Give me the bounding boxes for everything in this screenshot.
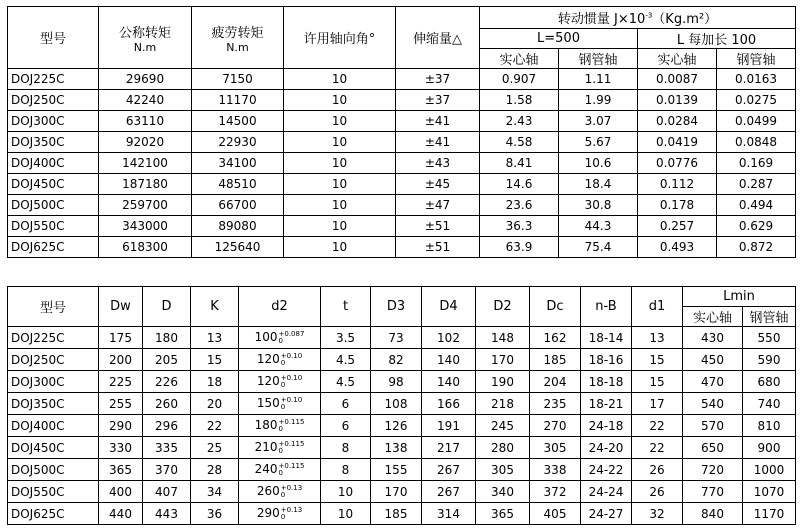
table-cell: DOJ550C (8, 216, 99, 237)
table-row (8, 415, 796, 437)
table-cell: 0.0776 (638, 153, 717, 174)
d2-with-tolerance: 100 +0.087 0 (239, 327, 321, 349)
cell-d1: 32 (632, 503, 683, 525)
torque-inertia-table (7, 6, 796, 258)
d2-with-tolerance: 210 +0.115 0 (239, 437, 321, 459)
cell-d4: 191 (422, 415, 476, 437)
cell-d3: 138 (371, 437, 422, 459)
table-cell: ±51 (396, 237, 480, 258)
table-cell: 0.0139 (638, 90, 717, 111)
table-cell: 10 (284, 237, 396, 258)
cell-dw: 225 (99, 371, 143, 393)
table-cell: 0.0499 (717, 111, 796, 132)
table-row (8, 216, 796, 237)
cell-k: 20 (191, 393, 239, 415)
cell-d2b: 245 (476, 415, 530, 437)
header-k: K (191, 287, 239, 327)
cell-d3: 155 (371, 459, 422, 481)
cell-dw: 440 (99, 503, 143, 525)
header-steel-tube: 钢管轴 (559, 49, 638, 69)
table-cell: 89080 (192, 216, 284, 237)
table-cell: DOJ350C (8, 132, 99, 153)
cell-d1: 22 (632, 437, 683, 459)
table-cell: 42240 (99, 90, 192, 111)
tolerance-upper: +0.10 (280, 351, 303, 360)
cell-tube: 680 (743, 371, 796, 393)
table-cell: 125640 (192, 237, 284, 258)
header-solid-shaft: 实心轴 (638, 49, 717, 69)
cell-nb: 24-18 (581, 415, 632, 437)
d2-with-tolerance: 240 +0.115 0 (239, 459, 321, 481)
cell-k: 13 (191, 327, 239, 349)
cell-solid: 470 (683, 371, 743, 393)
cell-t: 10 (321, 503, 371, 525)
table-cell: 7150 (192, 69, 284, 90)
table-row (8, 237, 796, 258)
table-row (8, 393, 796, 415)
cell-t: 6 (321, 393, 371, 415)
tolerance-lower: 0 (278, 424, 283, 433)
cell-d3: 126 (371, 415, 422, 437)
cell-d: 407 (143, 481, 191, 503)
table-cell: ±41 (396, 132, 480, 153)
dimensions-table (7, 286, 796, 525)
cell-dc: 338 (530, 459, 581, 481)
cell-dc: 162 (530, 327, 581, 349)
tolerance-lower: 0 (280, 358, 286, 367)
table-cell: 63110 (99, 111, 192, 132)
table-cell: 0.872 (717, 237, 796, 258)
table-cell: 10 (284, 174, 396, 195)
table-row (8, 327, 796, 349)
table-cell: 0.0284 (638, 111, 717, 132)
table-cell: 0.493 (638, 237, 717, 258)
table-cell: 1.11 (559, 69, 638, 90)
cell-d4: 166 (422, 393, 476, 415)
cell-dc: 235 (530, 393, 581, 415)
cell-d3: 82 (371, 349, 422, 371)
cell-t: 4.5 (321, 371, 371, 393)
table-cell: 30.8 (559, 195, 638, 216)
cell-dw: 400 (99, 481, 143, 503)
tolerance-lower: 0 (278, 468, 283, 477)
cell-d2b: 280 (476, 437, 530, 459)
header-d1: d1 (632, 287, 683, 327)
table-cell: DOJ625C (8, 237, 99, 258)
cell-d: 296 (143, 415, 191, 437)
tolerance-upper: +0.115 (278, 417, 305, 426)
cell-dc: 204 (530, 371, 581, 393)
cell-nb: 24-20 (581, 437, 632, 459)
cell-t: 8 (321, 437, 371, 459)
cell-d: 205 (143, 349, 191, 371)
table-cell: 48510 (192, 174, 284, 195)
cell-d2b: 170 (476, 349, 530, 371)
cell-solid: 840 (683, 503, 743, 525)
table-cell: 2.43 (480, 111, 559, 132)
cell-tube: 1000 (743, 459, 796, 481)
tolerance-lower: 0 (278, 446, 283, 455)
cell-tube: 550 (743, 327, 796, 349)
cell-model: DOJ300C (8, 371, 99, 393)
cell-d2b: 340 (476, 481, 530, 503)
table-cell: ±45 (396, 174, 480, 195)
cell-d1: 26 (632, 459, 683, 481)
cell-dc: 270 (530, 415, 581, 437)
d2-with-tolerance: 120 +0.10 0 (239, 349, 321, 371)
table-cell: 1.99 (559, 90, 638, 111)
table-cell: DOJ500C (8, 195, 99, 216)
table-cell: 0.0275 (717, 90, 796, 111)
cell-dw: 200 (99, 349, 143, 371)
header-solid-shaft: 实心轴 (480, 49, 559, 69)
cell-k: 36 (191, 503, 239, 525)
cell-d1: 15 (632, 371, 683, 393)
table-cell: 0.0848 (717, 132, 796, 153)
cell-t: 6 (321, 415, 371, 437)
cell-nb: 18-16 (581, 349, 632, 371)
d2-with-tolerance: 260 +0.13 0 (239, 481, 321, 503)
table-cell: 75.4 (559, 237, 638, 258)
d2-with-tolerance: 150 +0.10 0 (239, 393, 321, 415)
table-cell: 14500 (192, 111, 284, 132)
cell-tube: 740 (743, 393, 796, 415)
d2-with-tolerance: 290 +0.13 0 (239, 503, 321, 525)
d2-with-tolerance: 180 +0.115 0 (239, 415, 321, 437)
cell-tube: 810 (743, 415, 796, 437)
table-cell: DOJ450C (8, 174, 99, 195)
table-row (8, 481, 796, 503)
cell-dc: 405 (530, 503, 581, 525)
table-cell: 0.494 (717, 195, 796, 216)
table-cell: 63.9 (480, 237, 559, 258)
table-cell: 22930 (192, 132, 284, 153)
cell-model: DOJ625C (8, 503, 99, 525)
header-d2b: D2 (476, 287, 530, 327)
cell-k: 34 (191, 481, 239, 503)
cell-d4: 140 (422, 371, 476, 393)
header-l-per100: L 每加长 100 (638, 29, 796, 49)
cell-solid: 720 (683, 459, 743, 481)
table-cell: 0.0163 (717, 69, 796, 90)
table-row (8, 174, 796, 195)
header-l500: L=500 (480, 29, 638, 49)
table-cell: 10.6 (559, 153, 638, 174)
table-cell: ±37 (396, 69, 480, 90)
table-cell: 10 (284, 90, 396, 111)
cell-nb: 24-27 (581, 503, 632, 525)
cell-solid: 450 (683, 349, 743, 371)
table-cell: 10 (284, 111, 396, 132)
cell-solid: 540 (683, 393, 743, 415)
table-cell: 10 (284, 216, 396, 237)
cell-k: 15 (191, 349, 239, 371)
cell-dw: 175 (99, 327, 143, 349)
cell-d1: 13 (632, 327, 683, 349)
table-cell: DOJ225C (8, 69, 99, 90)
cell-d4: 217 (422, 437, 476, 459)
table-cell: 1.58 (480, 90, 559, 111)
table-row (8, 459, 796, 481)
table-cell: DOJ300C (8, 111, 99, 132)
cell-dw: 330 (99, 437, 143, 459)
table-cell: 0.257 (638, 216, 717, 237)
table-cell: 10 (284, 195, 396, 216)
cell-model: DOJ250C (8, 349, 99, 371)
header-t: t (321, 287, 371, 327)
tolerance-upper: +0.13 (280, 505, 303, 514)
cell-nb: 24-24 (581, 481, 632, 503)
table-cell: 343000 (99, 216, 192, 237)
cell-d: 180 (143, 327, 191, 349)
table-cell: 0.112 (638, 174, 717, 195)
table-cell: 187180 (99, 174, 192, 195)
header-d: D (143, 287, 191, 327)
table-cell: 0.0419 (638, 132, 717, 153)
cell-d: 260 (143, 393, 191, 415)
cell-d: 335 (143, 437, 191, 459)
cell-d3: 185 (371, 503, 422, 525)
table-row (8, 195, 796, 216)
cell-solid: 430 (683, 327, 743, 349)
tolerance-lower: 0 (280, 402, 286, 411)
cell-tube: 1170 (743, 503, 796, 525)
header-steel-tube: 钢管轴 (743, 307, 796, 327)
tolerance-lower: 0 (280, 380, 286, 389)
cell-d1: 17 (632, 393, 683, 415)
table-cell: 0.287 (717, 174, 796, 195)
table-cell: DOJ250C (8, 90, 99, 111)
cell-d1: 15 (632, 349, 683, 371)
tolerance-upper: +0.115 (278, 461, 305, 470)
table-cell: 10 (284, 69, 396, 90)
table-cell: 66700 (192, 195, 284, 216)
header-lmin: Lmin (683, 287, 796, 307)
header-fatigue-torque: 疲劳转矩 N.m (192, 7, 284, 69)
table-row (8, 349, 796, 371)
d2-with-tolerance: 120 +0.10 0 (239, 371, 321, 393)
table-cell: 29690 (99, 69, 192, 90)
table-row (8, 437, 796, 459)
cell-nb: 18-14 (581, 327, 632, 349)
cell-model: DOJ500C (8, 459, 99, 481)
table-cell: ±51 (396, 216, 480, 237)
cell-tube: 590 (743, 349, 796, 371)
tolerance-lower: 0 (280, 512, 286, 521)
cell-d2b: 148 (476, 327, 530, 349)
table-cell: 44.3 (559, 216, 638, 237)
cell-d: 226 (143, 371, 191, 393)
cell-k: 28 (191, 459, 239, 481)
table-cell: 36.3 (480, 216, 559, 237)
cell-model: DOJ350C (8, 393, 99, 415)
cell-dw: 290 (99, 415, 143, 437)
header-d4: D4 (422, 287, 476, 327)
table-cell: 142100 (99, 153, 192, 174)
table-cell: 3.07 (559, 111, 638, 132)
cell-dw: 255 (99, 393, 143, 415)
cell-tube: 900 (743, 437, 796, 459)
cell-t: 4.5 (321, 349, 371, 371)
table-cell: 14.6 (480, 174, 559, 195)
header-dw: Dw (99, 287, 143, 327)
header-dc: Dc (530, 287, 581, 327)
table-cell: DOJ400C (8, 153, 99, 174)
cell-dc: 185 (530, 349, 581, 371)
table-cell: 92020 (99, 132, 192, 153)
tolerance-upper: +0.10 (280, 395, 303, 404)
cell-d1: 22 (632, 415, 683, 437)
cell-t: 3.5 (321, 327, 371, 349)
header-stretch: 伸缩量△ (396, 7, 480, 69)
tolerance-lower: 0 (280, 490, 286, 499)
table-cell: 23.6 (480, 195, 559, 216)
header-d3: D3 (371, 287, 422, 327)
table-cell: ±43 (396, 153, 480, 174)
cell-t: 8 (321, 459, 371, 481)
cell-d2b: 305 (476, 459, 530, 481)
header-model: 型号 (8, 7, 99, 69)
tolerance-upper: +0.13 (280, 483, 303, 492)
cell-k: 18 (191, 371, 239, 393)
cell-d: 443 (143, 503, 191, 525)
cell-d2b: 190 (476, 371, 530, 393)
cell-d3: 73 (371, 327, 422, 349)
cell-solid: 650 (683, 437, 743, 459)
cell-k: 25 (191, 437, 239, 459)
table-cell: 11170 (192, 90, 284, 111)
table-cell: 0.907 (480, 69, 559, 90)
table-cell: 10 (284, 153, 396, 174)
tolerance-upper: +0.10 (280, 373, 303, 382)
table-cell: 4.58 (480, 132, 559, 153)
cell-d: 370 (143, 459, 191, 481)
cell-d1: 26 (632, 481, 683, 503)
table-cell: 34100 (192, 153, 284, 174)
cell-model: DOJ550C (8, 481, 99, 503)
cell-model: DOJ400C (8, 415, 99, 437)
table-row (8, 69, 796, 90)
cell-d3: 170 (371, 481, 422, 503)
table-cell: ±37 (396, 90, 480, 111)
header-nb: n-B (581, 287, 632, 327)
cell-d4: 314 (422, 503, 476, 525)
table-cell: 0.629 (717, 216, 796, 237)
header-solid-shaft: 实心轴 (683, 307, 743, 327)
cell-t: 10 (321, 481, 371, 503)
table-cell: ±41 (396, 111, 480, 132)
cell-nb: 18-21 (581, 393, 632, 415)
cell-d2b: 218 (476, 393, 530, 415)
table-cell: 0.169 (717, 153, 796, 174)
table-cell: 259700 (99, 195, 192, 216)
table-cell: 5.67 (559, 132, 638, 153)
table-row (8, 132, 796, 153)
cell-model: DOJ225C (8, 327, 99, 349)
cell-d4: 267 (422, 459, 476, 481)
cell-d3: 108 (371, 393, 422, 415)
cell-d4: 267 (422, 481, 476, 503)
table-cell: 0.178 (638, 195, 717, 216)
table-cell: ±47 (396, 195, 480, 216)
header-model: 型号 (8, 287, 99, 327)
cell-model: DOJ450C (8, 437, 99, 459)
cell-solid: 770 (683, 481, 743, 503)
table-cell: 10 (284, 132, 396, 153)
cell-nb: 24-22 (581, 459, 632, 481)
table-row (8, 371, 796, 393)
table-cell: 18.4 (559, 174, 638, 195)
table-cell: 8.41 (480, 153, 559, 174)
tolerance-upper: +0.087 (278, 329, 305, 338)
cell-dc: 372 (530, 481, 581, 503)
table-cell: 618300 (99, 237, 192, 258)
table-row (8, 503, 796, 525)
cell-k: 22 (191, 415, 239, 437)
cell-dw: 365 (99, 459, 143, 481)
cell-tube: 1070 (743, 481, 796, 503)
cell-d4: 140 (422, 349, 476, 371)
header-nominal-torque: 公称转矩 N.m (99, 7, 192, 69)
cell-solid: 570 (683, 415, 743, 437)
cell-nb: 18-18 (581, 371, 632, 393)
tolerance-lower: 0 (278, 336, 283, 345)
cell-d4: 102 (422, 327, 476, 349)
header-axial-angle: 许用轴向角° (284, 7, 396, 69)
table-row (8, 111, 796, 132)
table-cell: 0.0087 (638, 69, 717, 90)
tolerance-upper: +0.115 (278, 439, 305, 448)
table-row (8, 90, 796, 111)
header-inertia: 转动惯量 $J\times 10^{-3}(Kg.m^2)$ (480, 7, 796, 29)
header-d2: d2 (239, 287, 321, 327)
cell-dc: 305 (530, 437, 581, 459)
table-row (8, 153, 796, 174)
header-steel-tube: 钢管轴 (717, 49, 796, 69)
cell-d3: 98 (371, 371, 422, 393)
cell-d2b: 365 (476, 503, 530, 525)
